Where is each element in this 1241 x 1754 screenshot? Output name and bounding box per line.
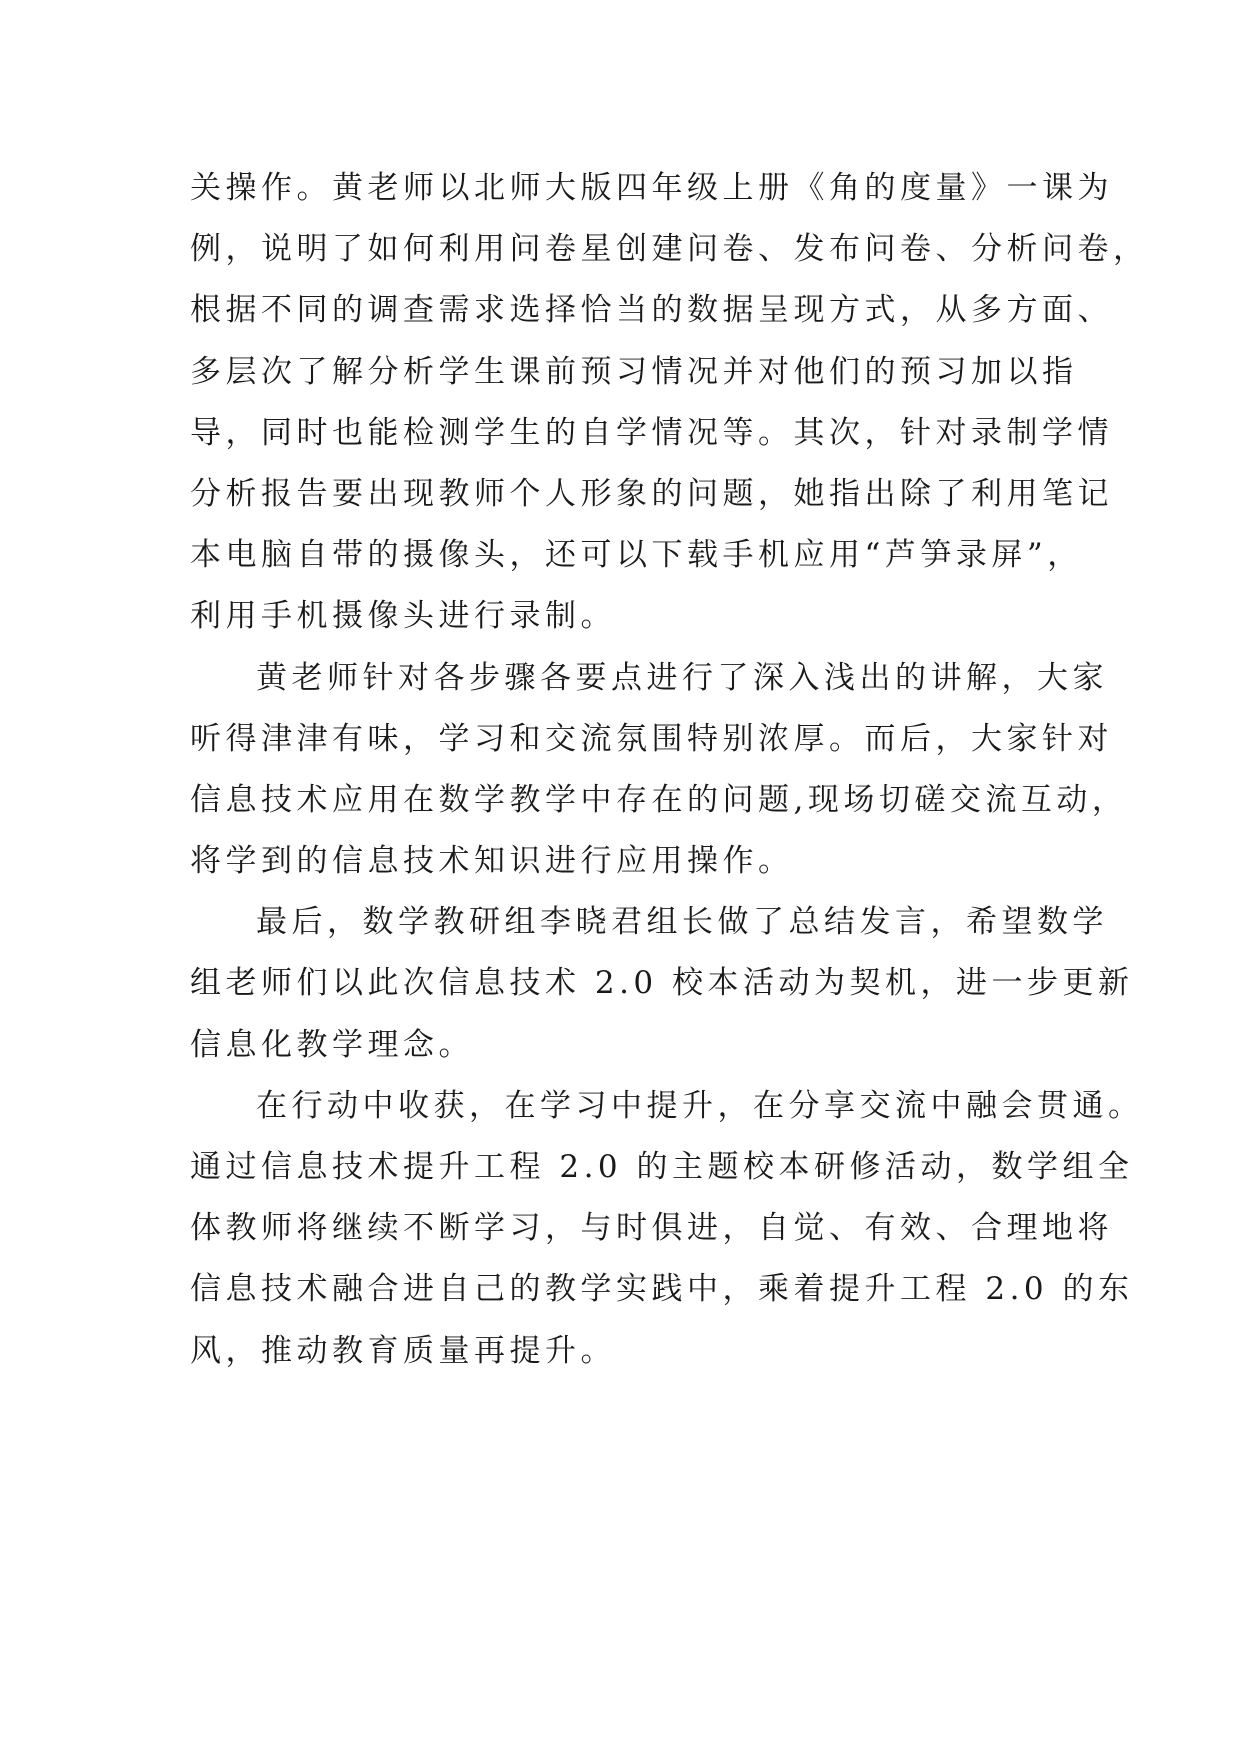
text-line: 分析报告要出现教师个人形象的问题，她指出除了利用笔记 — [190, 475, 1113, 512]
text-line: 听得津津有味，学习和交流氛围特别浓厚。而后，大家针对 — [190, 720, 1113, 757]
text-line: 关操作。黄老师以北师大版四年级上册《角的度量》一课为 — [190, 170, 1113, 206]
text-line: 组老师们以此次信息技术 2.0 校本活动为契机，进一步更新 — [190, 965, 1134, 1002]
text-line: 多层次了解分析学生课前预习情况并对他们的预习加以指 — [190, 353, 1078, 390]
text-line: 将学到的信息技术知识进行应用操作。 — [190, 843, 794, 880]
text-line: 信息化教学理念。 — [190, 1026, 474, 1063]
text-line: 例，说明了如何利用问卷星创建问卷、发布问卷、分析问卷， — [190, 231, 1149, 268]
text-line: 本电脑自带的摄像头，还可以下载手机应用“芦笋录屏”， — [190, 537, 1083, 574]
paragraph-3 — [190, 892, 1134, 1076]
text-line: 信息技术融合进自己的教学实践中，乘着提升工程 2.0 的东 — [190, 1271, 1134, 1308]
text-line-indented: 最后，数学教研组李晓君组长做了总结发言，希望数学 — [256, 904, 1108, 941]
text-line: 利用手机摄像头进行录制。 — [190, 598, 616, 635]
text-line: 导，同时也能检测学生的自学情况等。其次，针对录制学情 — [190, 414, 1113, 451]
paragraph-1 — [190, 158, 1149, 648]
text-line: 体教师将继续不断学习，与时俱进，自觉、有效、合理地将 — [190, 1210, 1113, 1247]
text-line: 通过信息技术提升工程 2.0 的主题校本研修活动，数学组全 — [190, 1149, 1134, 1185]
paragraph-4 — [190, 1076, 1144, 1382]
paragraph-2 — [190, 648, 1128, 893]
text-line-indented: 黄老师针对各步骤各要点进行了深入浅出的讲解，大家 — [256, 659, 1108, 696]
text-line: 信息技术应用在数学教学中存在的问题,现场切磋交流互动， — [190, 781, 1128, 818]
text-line: 风，推动教育质量再提升。 — [190, 1332, 616, 1369]
text-line: 根据不同的调查需求选择恰当的数据呈现方式，从多方面、 — [190, 292, 1113, 329]
text-line-indented: 在行动中收获，在学习中提升，在分享交流中融会贯通。 — [256, 1087, 1144, 1124]
document-body — [190, 158, 1149, 1382]
